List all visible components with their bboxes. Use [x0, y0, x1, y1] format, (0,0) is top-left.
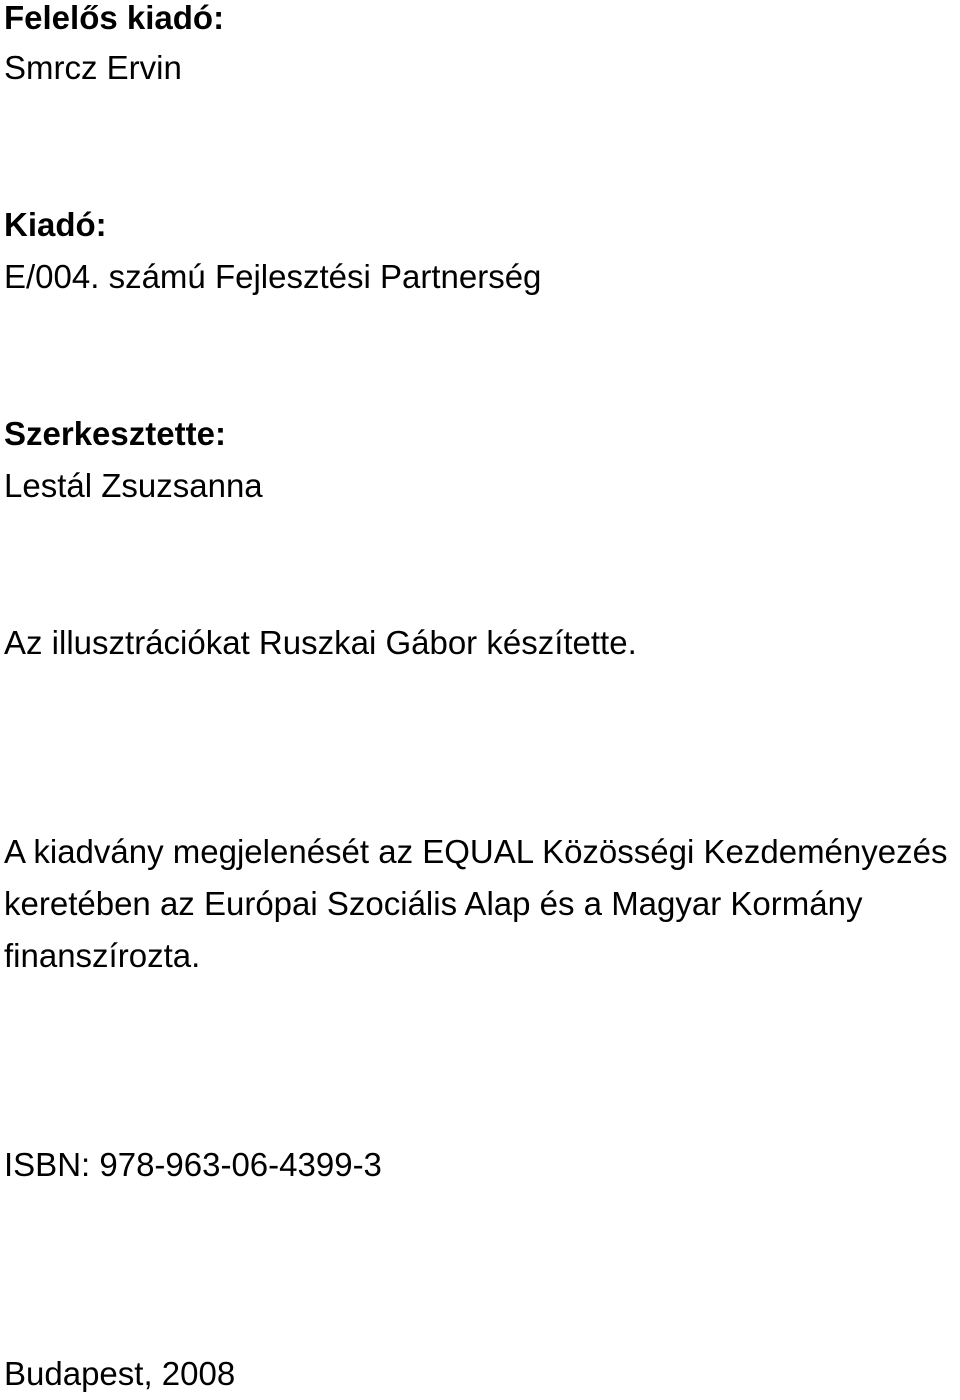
- funding-line-2: keretében az Európai Szociális Alap és a Magyar Kormány: [4, 885, 863, 922]
- imprint-place-year: Budapest, 2008: [4, 1355, 236, 1392]
- funding-line-3: finanszírozta.: [4, 937, 201, 974]
- publisher-heading: Kiadó:: [4, 206, 107, 243]
- illustrations-credit: Az illusztrációkat Ruszkai Gábor készítette.: [4, 624, 637, 661]
- publisher-name: E/004. számú Fejlesztési Partnerség: [4, 258, 542, 295]
- isbn-number: ISBN: 978-963-06-4399-3: [4, 1146, 382, 1183]
- funding-line-1: A kiadvány megjelenését az EQUAL Közösségi Kezdeményezés: [4, 833, 948, 870]
- editor-name: Lestál Zsuzsanna: [4, 467, 263, 504]
- editor-heading: Szerkesztette:: [4, 415, 226, 452]
- responsible-publisher-heading: Felelős kiadó:: [4, 0, 225, 36]
- responsible-publisher-name: Smrcz Ervin: [4, 49, 182, 86]
